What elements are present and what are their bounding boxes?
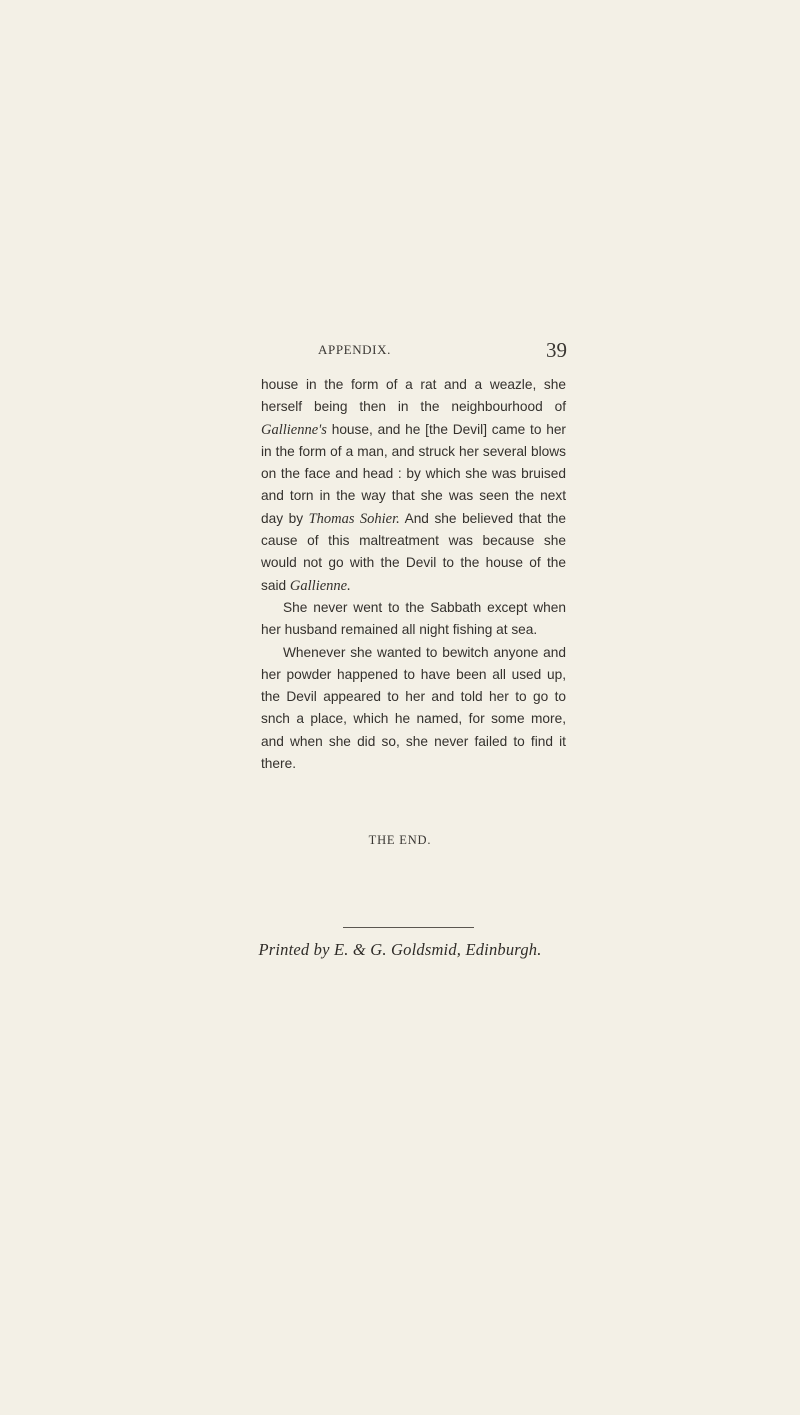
divider-rule	[343, 927, 474, 928]
paragraph	[261, 642, 566, 776]
italic-name: Gallienne's	[261, 421, 327, 438]
page-number: 39	[546, 338, 567, 362]
italic-name: Thomas Sohier.	[308, 510, 400, 527]
the-end-heading: THE END.	[368, 833, 432, 847]
text-segment: She never went to the Sabbath except when her husband remained all night fishing at sea.	[261, 599, 566, 638]
text-segment: house, and he [the Devil] came to her in the form of a man, and struck her several blows on the face and head : by which she was bruised and torn in the way that she was seen the next day by	[261, 421, 566, 526]
paragraph	[261, 597, 566, 642]
running-head: APPENDIX.	[318, 342, 391, 357]
body-text	[261, 374, 566, 775]
printer-imprint: Printed by E. & G. Goldsmid, Edinburgh.	[258, 940, 542, 959]
text-segment: Whenever she wanted to bewitch anyone and her powder happened to have been all used up, the Devil appeared to her and told her to go to snch a place, which he named, for some more, and when she did so, she never failed to find it there.	[261, 644, 566, 772]
paragraph	[261, 374, 566, 597]
italic-name: Gallienne.	[289, 577, 351, 594]
text-segment: And she believed that the cause of this maltreatment was because she would not go with the Devil to the house of the said	[261, 510, 566, 593]
text-segment: house in the form of a rat and a weazle, she herself being then in the neighbourhood of	[261, 377, 566, 415]
